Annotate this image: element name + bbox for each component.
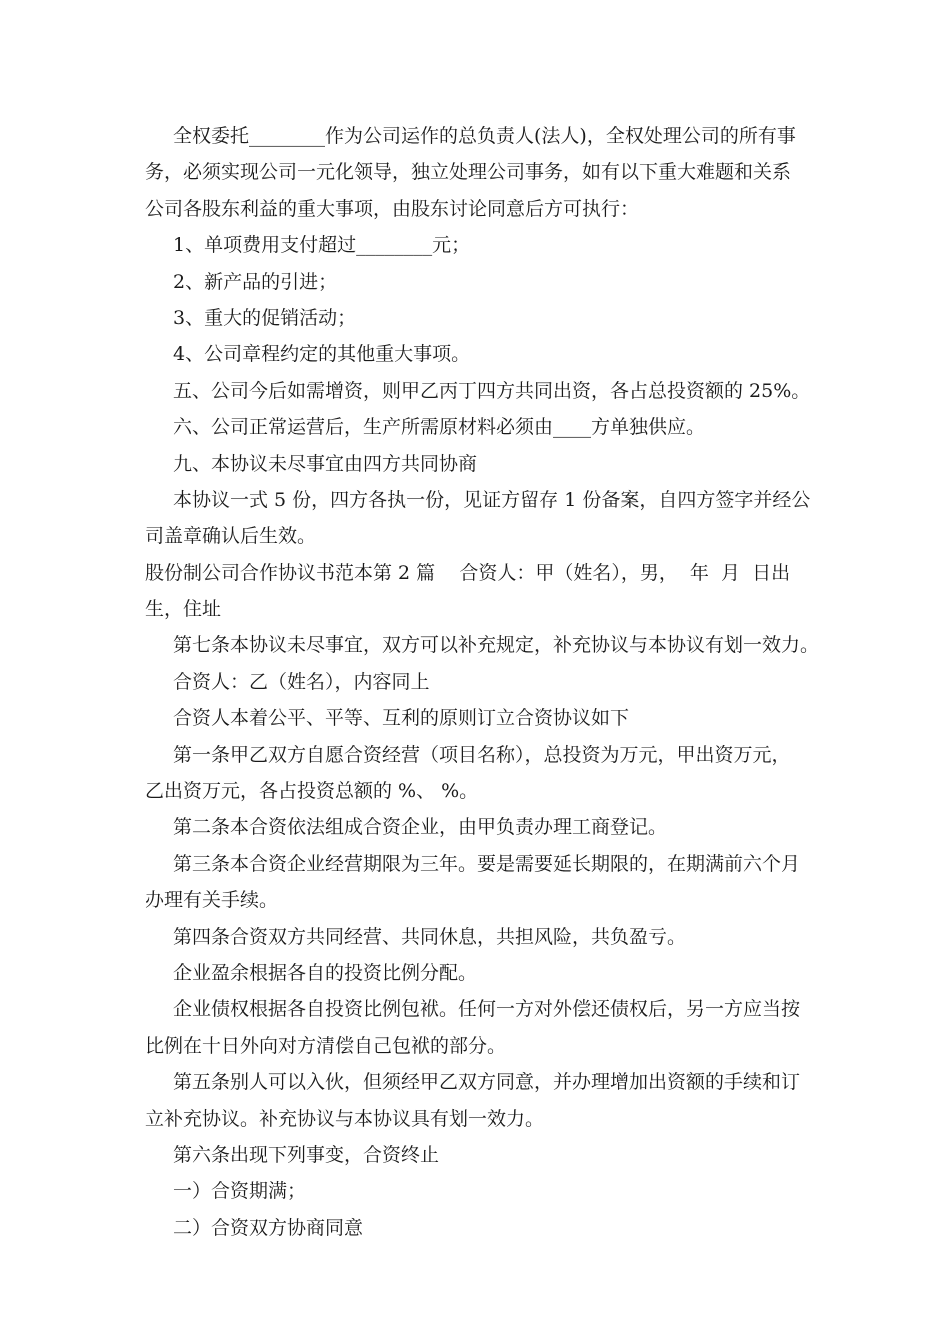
text-line: 乙出资万元，各占投资总额的 %、 %。: [145, 780, 479, 803]
text-line: 企业债权根据各自投资比例包袱。任何一方对外偿还债权后，另一方应当按: [173, 998, 801, 1021]
text-line: 公司各股东利益的重大事项，由股东讨论同意后方可执行：: [145, 197, 640, 220]
text-line: 合资人：乙（姓名），内容同上: [173, 670, 430, 693]
text-line: 2、新产品的引进；: [173, 270, 338, 293]
text-line: 全权委托________作为公司运作的总负责人(法人)，全权处理公司的所有事: [173, 125, 796, 147]
text-line: 第六条出现下列事变，合资终止: [173, 1143, 440, 1166]
text-line: 企业盈余根据各自的投资比例分配。: [173, 961, 478, 984]
document-body: [145, 118, 825, 1246]
text-line: 1、单项费用支付超过________元；: [173, 234, 471, 257]
text-line: 司盖章确认后生效。: [145, 525, 317, 548]
text-line: 合资人本着公平、平等、互利的原则订立合资协议如下: [173, 707, 630, 730]
text-line: 比例在十日外向对方清偿自己包袱的部分。: [145, 1034, 507, 1057]
text-line: 第四条合资双方共同经营、共同休息，共担风险，共负盈亏。: [173, 925, 687, 948]
text-line: 立补充协议。补充协议与本协议具有划一效力。: [145, 1107, 545, 1130]
text-line: 办理有关手续。: [145, 889, 279, 912]
text-line: 生，住址: [145, 598, 222, 621]
text-line: 第二条本合资依法组成合资企业，由甲负责办理工商登记。: [173, 816, 668, 839]
text-line: 九、本协议未尽事宜由四方共同协商: [173, 452, 478, 475]
text-line: 4、公司章程约定的其他重大事项。: [173, 343, 471, 366]
text-line: 务，必须实现公司一元化领导，独立处理公司事务，如有以下重大难题和关系: [145, 161, 792, 184]
text-line: 一）合资期满；: [173, 1180, 307, 1203]
text-line: 五、公司今后如需增资，则甲乙丙丁四方共同出资，各占总投资额的 25%。: [173, 379, 811, 402]
text-line: 第七条本协议未尽事宜，双方可以补充规定，补充协议与本协议有划一效力。: [173, 634, 820, 657]
text-line: 本协议一式 5 份，四方各执一份，见证方留存 1 份备案，自四方签字并经公: [173, 488, 811, 511]
text-line: 第五条别人可以入伙，但须经甲乙双方同意，并办理增加出资额的手续和订: [173, 1071, 801, 1094]
text-line: 股份制公司合作协议书范本第 2 篇 合资人：甲（姓名），男， 年 月 日出: [145, 561, 791, 584]
text-line: 二）合资双方协商同意: [173, 1216, 364, 1239]
text-line: 3、重大的促销活动；: [173, 306, 357, 329]
text-line: 六、公司正常运营后，生产所需原材料必须由____方单独供应。: [173, 416, 706, 439]
text-line: 第三条本合资企业经营期限为三年。要是需要延长期限的，在期满前六个月: [173, 852, 801, 875]
text-line: 第一条甲乙双方自愿合资经营（项目名称），总投资为万元，甲出资万元，: [173, 743, 791, 766]
